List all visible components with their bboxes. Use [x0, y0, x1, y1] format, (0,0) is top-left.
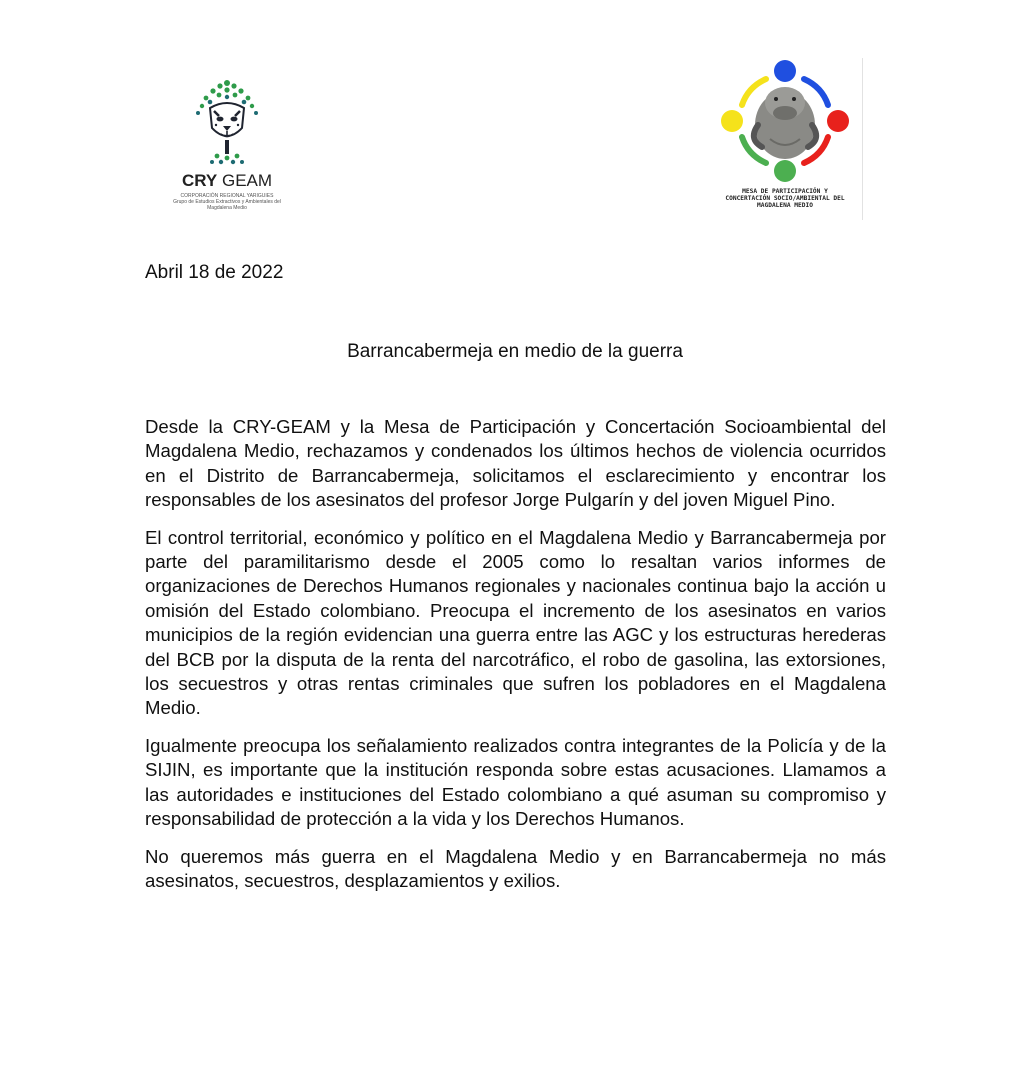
mesa-caption-line-1: MESA DE PARTICIPACIÓN Y [742, 188, 828, 195]
document-body [145, 415, 886, 906]
paragraph-2: El control territorial, económico y político en el Magdalena Medio y Barrancabermeja por parte del paramilitarismo desde el 2005 como lo resaltan varios informes de organizaciones de Derechos Humanos regionales y nacionales continua bajo la acción u omisión del Estado colombiano. Preocupa el incremento de los asesinatos en varios municipios de la región evidencian una guerra entre las AGC y los estructuras herederas del BCB por la disputa de la renta del narcotráfico, el robo de gasolina, las extorsiones, los secuestros y otras rentas criminales que sufren los pobladores en el Magdalena Medio. [145, 526, 886, 719]
mesa-logo [710, 55, 870, 225]
document-date: Abril 18 de 2022 [145, 262, 284, 283]
manatee-circle-icon [718, 59, 852, 187]
cry-geam-logo [162, 78, 292, 218]
paragraph-4: No queremos más guerra en el Magdalena Medio y en Barrancabermeja no más asesinatos, secuestros, desplazamientos y exilios. [145, 845, 886, 891]
tree-jaguar-icon [190, 78, 264, 170]
cry-wordmark-bold: CRY [181, 171, 218, 190]
mesa-caption-line-3: MAGDALENA MEDIO [757, 202, 813, 209]
paragraph-1: Desde la CRY-GEAM y la Mesa de Participación y Concertación Socioambiental del Magdalena Medio, rechazamos y condenados los últimos hechos de violencia ocurridos en el Distrito de Barrancabermeja, solicitamos el esclarecimiento y encontrar los responsables de los asesinatos del profesor Jorge Pulgarín y del joven Miguel Pino. [145, 416, 886, 511]
paragraph-3: Igualmente preocupa los señalamiento realizados contra integrantes de la Policía y de la SIJIN, es importante que la institución responda sobre estas acusaciones. Llamamos a las autoridades e instituciones del Estado colombiano a qué asuman su compromiso y responsabilidad de protección a la vida y los Derechos Humanos. [145, 734, 886, 830]
cry-geam-wordmark [162, 171, 292, 191]
document-title: Barrancabermeja en medio de la guerra [347, 341, 683, 362]
divider [862, 58, 863, 220]
geam-wordmark: GEAM [221, 171, 273, 190]
cry-subtitle-line-1: CORPORACIÓN REGIONAL YARIGUIES [180, 193, 274, 199]
cry-geam-subtitle [162, 193, 292, 211]
cry-subtitle-line-3: Magdalena Medio [207, 205, 247, 211]
mesa-caption-line-2: CONCERTACIÓN SOCIO/AMBIENTAL DEL [725, 195, 845, 202]
mesa-caption [710, 188, 860, 209]
cry-subtitle-line-2: Grupo de Estudios Extractivos y Ambientales del [173, 199, 281, 205]
